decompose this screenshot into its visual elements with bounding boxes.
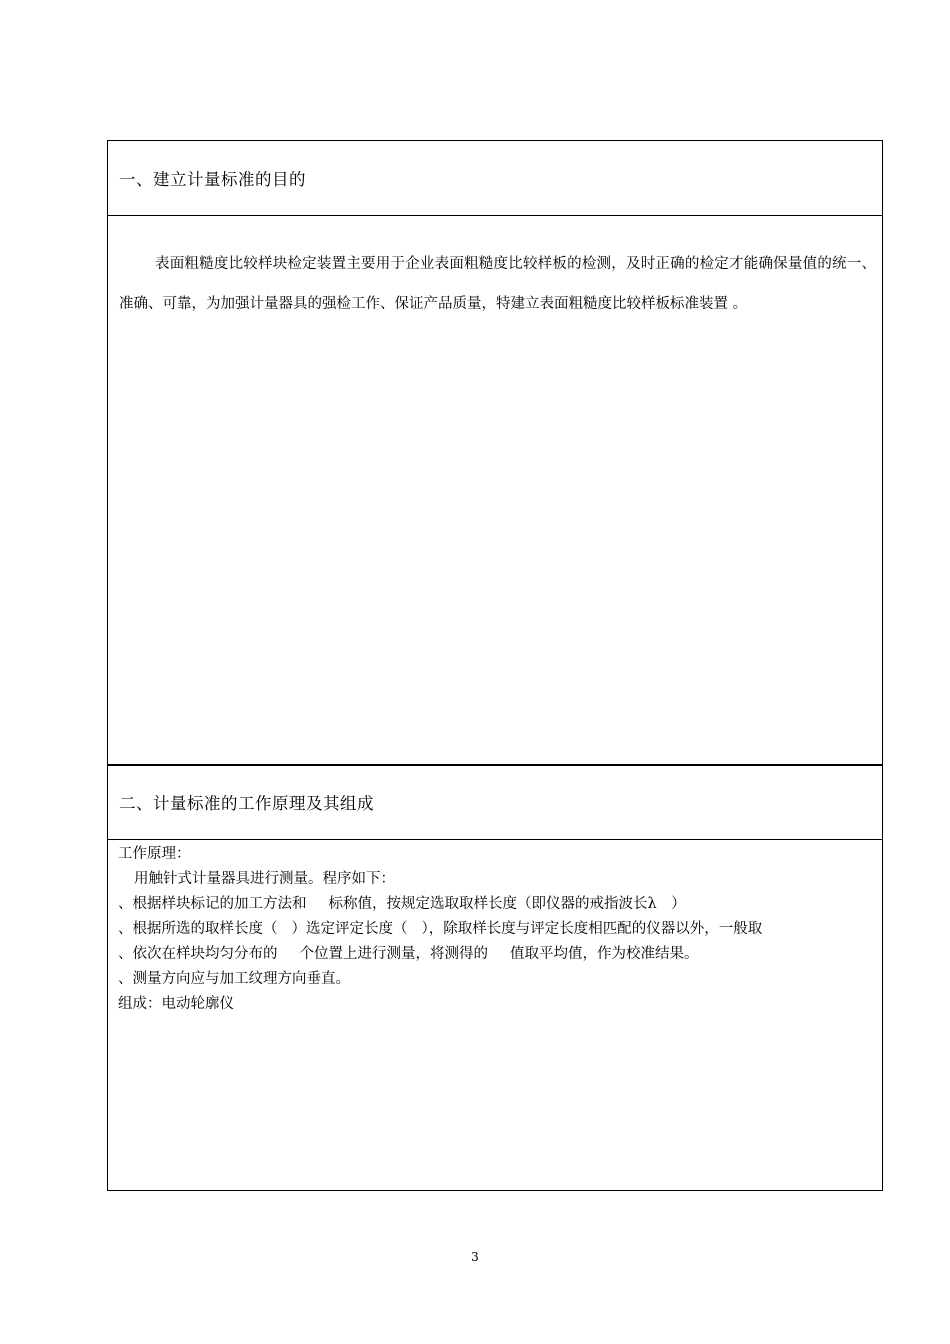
composition-line: 组成：电动轮廓仪 [118, 996, 234, 1012]
procedure-step-3-part-c: 值取平均值，作为校准结果。 [510, 946, 699, 962]
principle-label: 工作原理： [118, 846, 191, 862]
procedure-step-4: 、测量方向应与加工纹理方向垂直。 [118, 971, 350, 987]
purpose-section-title: 一、建立计量标准的目的 [108, 141, 882, 216]
principle-section-body [108, 840, 882, 1017]
purpose-paragraph: 表面粗糙度比较样块检定装置主要用于企业表面粗糙度比较样板的检测，及时正确的检定才能确保量值的统一、准确、可靠，为加强计量器具的强检工作、保证产品质量，特建立表面粗糙度比较样板标准装置 。 [119, 256, 876, 312]
principle-section-title: 二、计量标准的工作原理及其组成 [108, 765, 882, 840]
purpose-section [107, 140, 883, 766]
procedure-step-1-part-b: 标称值，按规定选取取样长度（即仪器的戒指波长λ ） [328, 896, 686, 912]
procedure-step-2-part-a: 、根据所选的取样长度（ [118, 921, 278, 937]
procedure-step-3-part-b: 个位置上进行测量，将测得的 [299, 946, 488, 962]
procedure-step-2-part-b: ）选定评定长度（ [291, 921, 408, 937]
procedure-step-2-part-c: ），除取样长度与评定长度相匹配的仪器以外，一般取 [421, 921, 763, 937]
procedure-step-3 [118, 942, 876, 967]
procedure-step-1 [118, 892, 876, 917]
page-number: 3 [471, 1250, 479, 1264]
procedure-step-1-part-a: 、根据样块标记的加工方法和 [118, 896, 307, 912]
procedure-step-3-part-a: 、依次在样块均匀分布的 [118, 946, 278, 962]
principle-section [107, 764, 883, 1191]
procedure-step-2 [118, 917, 876, 942]
principle-intro: 用触针式计量器具进行测量。程序如下： [134, 871, 395, 887]
purpose-section-body [108, 216, 882, 324]
